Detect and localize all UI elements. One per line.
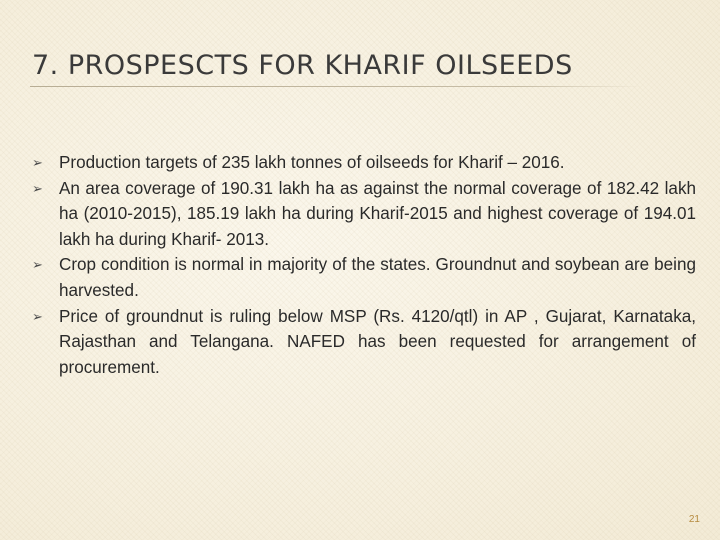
page-number: 21 — [688, 514, 700, 525]
bullet-item — [32, 150, 696, 176]
bullet-text: An area coverage of 190.31 lakh ha as against the normal coverage of 182.42 lakh ha (2010-2015), 185.19 lakh ha during Kharif-2015 and highest coverage of 194.01 lakh ha during Kharif- 2013. — [59, 178, 696, 249]
arrowhead-bullet-icon: ➢ — [32, 308, 43, 324]
bullet-item — [32, 304, 696, 381]
bullet-text: Production targets of 235 lakh tonnes of oilseeds for Kharif – 2016. — [59, 153, 565, 172]
arrowhead-bullet-icon: ➢ — [32, 155, 43, 170]
bullet-list — [32, 150, 696, 380]
arrowhead-bullet-icon: ➢ — [32, 180, 43, 196]
title-underline — [30, 86, 642, 87]
bullet-item — [32, 252, 696, 303]
bullet-text: Price of groundnut is ruling below MSP (Rs. 4120/qtl) in AP , Gujarat, Karnataka, Rajasthan and Telangana. NAFED has been requested for arrangement of procurement. — [59, 306, 696, 377]
arrowhead-bullet-icon: ➢ — [32, 257, 43, 273]
slide-title: 7. PROSPESCTS FOR KHARIF OILSEEDS — [32, 50, 573, 81]
bullet-text: Crop condition is normal in majority of the states. Groundnut and soybean are being harvested. — [59, 255, 696, 300]
bullet-item — [32, 176, 696, 253]
